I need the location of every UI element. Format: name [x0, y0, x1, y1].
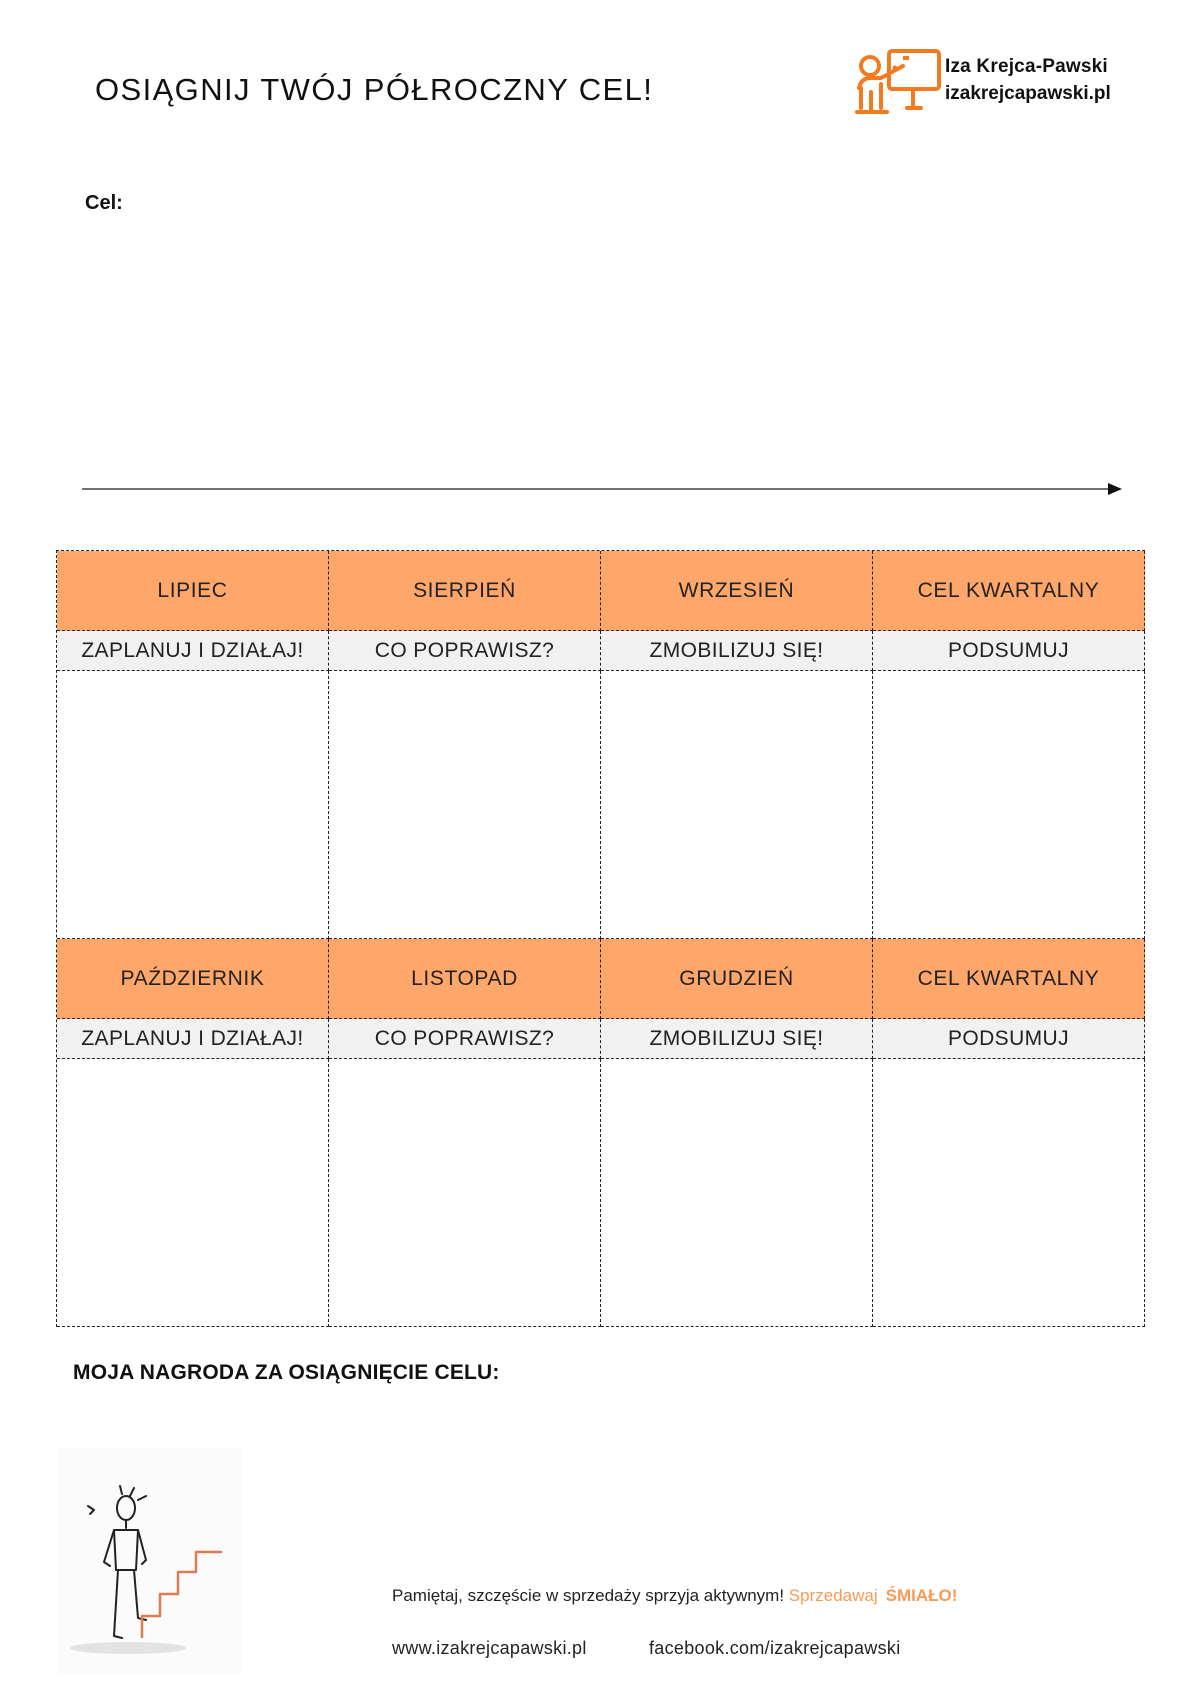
writing-area	[329, 1059, 601, 1327]
month-header: WRZESIEŃ	[601, 551, 873, 631]
prompt-label: ZAPLANUJ I DZIAŁAJ!	[57, 1019, 329, 1059]
writing-area	[601, 671, 873, 939]
month-header: SIERPIEŃ	[329, 551, 601, 631]
footer-motto	[392, 1586, 957, 1606]
prompt-label: CO POPRAWISZ?	[329, 1019, 601, 1059]
quarter-goal-header: CEL KWARTALNY	[873, 939, 1145, 1019]
motto-accent: Sprzedawaj	[788, 1586, 878, 1605]
plan-table	[56, 550, 1145, 1327]
writing-area	[873, 1059, 1145, 1327]
logo-name: Iza Krejca-Pawski	[945, 56, 1108, 77]
reward-label: MOJA NAGRODA ZA OSIĄGNIĘCIE CELU:	[73, 1361, 500, 1384]
page-title: OSIĄGNIJ TWÓJ PÓŁROCZNY CEL!	[95, 72, 654, 107]
motto-accent-bold: ŚMIAŁO!	[885, 1586, 958, 1605]
motto-text: Pamiętaj, szczęście w sprzedaży sprzyja aktywnym!	[392, 1586, 785, 1605]
writing-area	[873, 671, 1145, 939]
month-header: PAŹDZIERNIK	[57, 939, 329, 1019]
goal-label: Cel:	[85, 192, 123, 214]
footer-facebook[interactable]: facebook.com/izakrejcapawski	[649, 1638, 901, 1658]
writing-area	[601, 1059, 873, 1327]
prompt-label: CO POPRAWISZ?	[329, 631, 601, 671]
writing-area	[57, 671, 329, 939]
prompt-label: PODSUMUJ	[873, 631, 1145, 671]
prompt-label: PODSUMUJ	[873, 1019, 1145, 1059]
timeline-arrow	[82, 481, 1122, 497]
footer-website[interactable]: www.izakrejcapawski.pl	[392, 1638, 587, 1658]
stairs-climber-sketch	[58, 1448, 242, 1674]
prompt-label: ZMOBILIZUJ SIĘ!	[601, 631, 873, 671]
writing-area	[329, 671, 601, 939]
month-header: LIPIEC	[57, 551, 329, 631]
logo-url: izakrejcapawski.pl	[945, 83, 1111, 104]
prompt-label: ZAPLANUJ I DZIAŁAJ!	[57, 631, 329, 671]
month-header: GRUDZIEŃ	[601, 939, 873, 1019]
month-header: LISTOPAD	[329, 939, 601, 1019]
writing-area	[57, 1059, 329, 1327]
prompt-label: ZMOBILIZUJ SIĘ!	[601, 1019, 873, 1059]
quarter-goal-header: CEL KWARTALNY	[873, 551, 1145, 631]
